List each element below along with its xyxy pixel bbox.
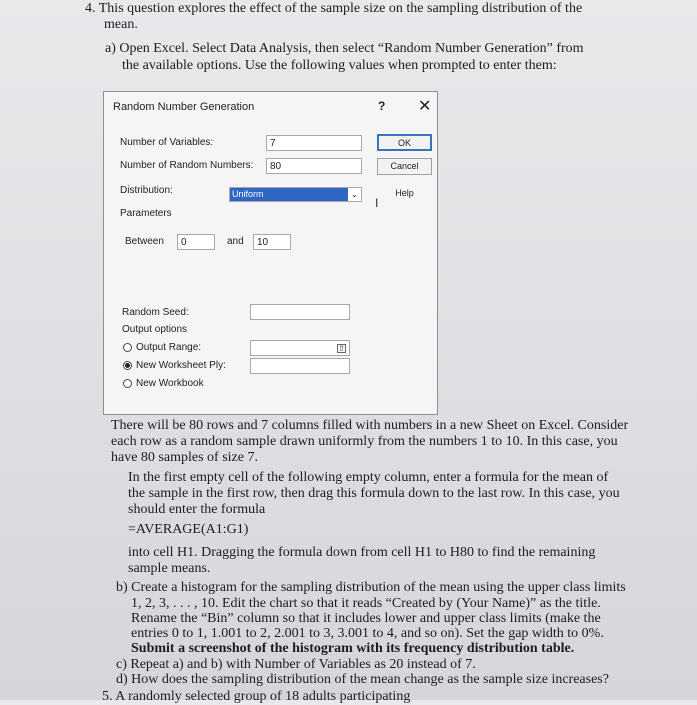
body-p1-line2: each row as a random sample drawn uniformly from the numbers 1 to 10. In this case, you (111, 434, 618, 449)
part-a-line2: the available options. Use the following values when prompted to enter them: (122, 58, 557, 73)
part-b-line5: Submit a screenshot of the histogram with its frequency distribution table. (131, 641, 575, 656)
body-p2-line3: should enter the formula (128, 502, 266, 517)
output-range-input[interactable] (250, 340, 350, 356)
body-p2-line1: In the first empty cell of the following empty column, enter a formula for the mean of (128, 470, 609, 485)
close-icon[interactable]: ✕ (418, 98, 432, 115)
random-seed-label: Random Seed: (122, 307, 189, 318)
question-5-partial: 5. A randomly selected group of 18 adults participating (102, 689, 411, 704)
new-worksheet-radio[interactable] (123, 361, 132, 370)
between-input[interactable]: 0 (177, 234, 215, 250)
part-c: c) Repeat a) and b) with Number of Variables as 20 instead of 7. (116, 657, 476, 672)
output-options-label: Output options (122, 324, 188, 335)
output-range-radio[interactable] (123, 343, 132, 352)
num-variables-label: Number of Variables: (120, 137, 214, 148)
distribution-value: Uniform (230, 188, 348, 201)
distribution-select[interactable] (229, 187, 362, 202)
part-b-line2: 1, 2, 3, . . . , 10. Edit the chart so that it reads “Created by (Your Name)” as the title. (131, 596, 601, 611)
body-p1-line3: have 80 samples of size 7. (111, 450, 258, 465)
body-p3-line1: into cell H1. Dragging the formula down from cell H1 to H80 to find the remaining (128, 545, 596, 560)
num-variables-input[interactable]: 7 (266, 135, 362, 151)
between-label: Between (125, 236, 164, 247)
random-seed-input[interactable] (250, 304, 350, 320)
num-random-numbers-label: Number of Random Numbers: (120, 160, 254, 171)
dialog-title: Random Number Generation (113, 101, 255, 113)
output-range-label: Output Range: (136, 342, 202, 353)
part-a-line1: a) Open Excel. Select Data Analysis, then select “Random Number Generation” from (105, 41, 584, 56)
question-4-line2: mean. (104, 17, 138, 32)
new-workbook-radio[interactable] (123, 379, 132, 388)
part-b-line1: b) Create a histogram for the sampling distribution of the mean using the upper class limits (116, 580, 626, 595)
formula-text: =AVERAGE(A1:G1) (128, 522, 249, 537)
distribution-label: Distribution: (120, 185, 173, 196)
ok-button[interactable]: OK (377, 134, 432, 151)
cancel-button[interactable]: Cancel (377, 158, 432, 175)
body-p1-line1: There will be 80 rows and 7 columns filled with numbers in a new Sheet on Excel. Consider (111, 418, 629, 433)
part-d: d) How does the sampling distribution of the mean change as the sample size increases? (116, 672, 609, 687)
body-p3-line2: sample means. (128, 561, 211, 576)
text-cursor-icon: I (375, 196, 379, 210)
help-icon[interactable]: ? (378, 99, 386, 113)
question-4-line1: 4. This question explores the effect of the sample size on the sampling distribution of the (85, 1, 583, 16)
range-select-icon[interactable]: ⇧ (338, 344, 345, 353)
and-label: and (227, 236, 244, 247)
parameters-label: Parameters (120, 208, 172, 219)
chevron-down-icon[interactable]: ⌄ (351, 190, 358, 199)
new-worksheet-input[interactable] (250, 358, 350, 374)
part-b-line3: Rename the “Bin” column so that it includes lower and upper class limits (make the (131, 611, 601, 626)
help-button[interactable]: Help (395, 188, 414, 198)
new-workbook-label: New Workbook (136, 378, 204, 389)
new-worksheet-label: New Worksheet Ply: (136, 360, 226, 371)
part-b-line4: entries 0 to 1, 1.001 to 2, 2.001 to 3, 3.001 to 4, and so on). Set the gap width to 0%. (131, 626, 604, 641)
random-number-generation-dialog (103, 91, 438, 415)
body-p2-line2: the sample in the first row, then drag this formula down to the last row. In this case, you (128, 486, 620, 501)
num-random-numbers-input[interactable]: 80 (266, 158, 362, 174)
and-input[interactable]: 10 (253, 234, 291, 250)
